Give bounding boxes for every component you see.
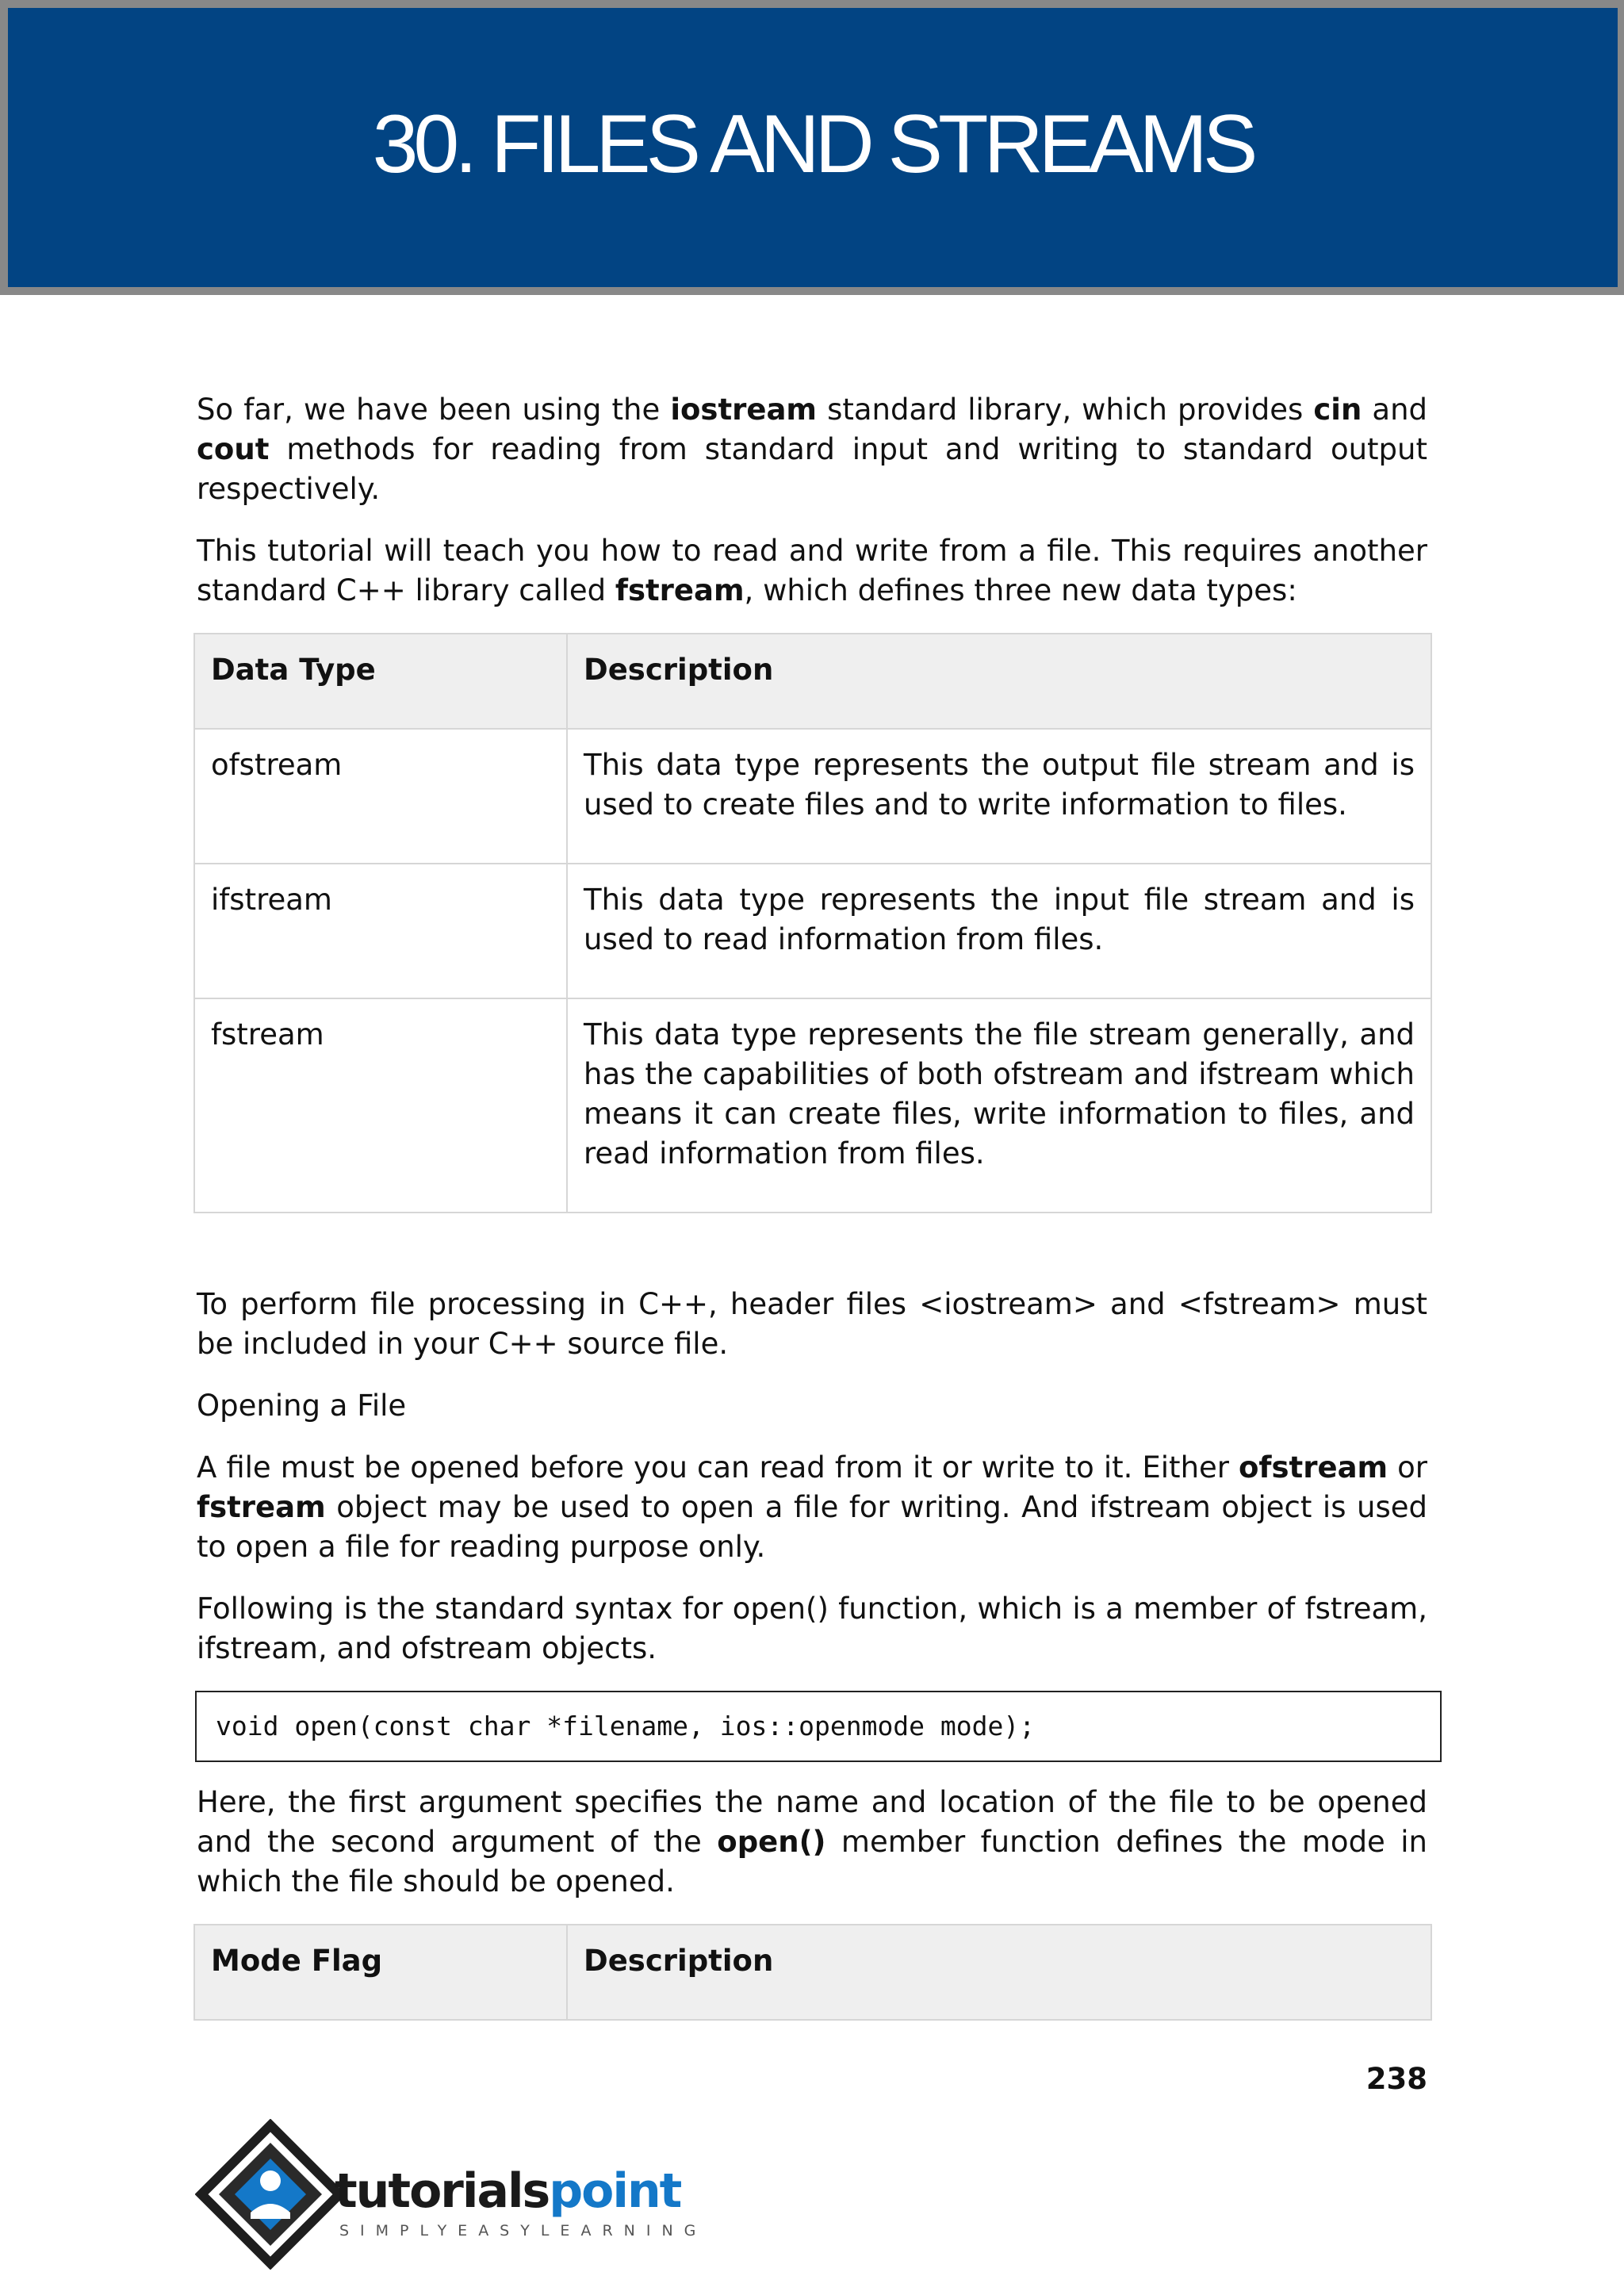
bold-term: cin (1313, 393, 1362, 427)
table-header-row (194, 634, 1431, 729)
table-cell-type: fstream (194, 998, 567, 1213)
text-run: Here, the first argument specifies the name and location of the file to be opened and the second argument of the (197, 1785, 1427, 1859)
bold-term: fstream (197, 1490, 326, 1524)
section-heading-opening-file: Opening a File (197, 1389, 407, 1423)
logo-diamond-icon (195, 2119, 346, 2270)
table-header-cell: Data Type (194, 634, 567, 729)
data-type-table (193, 633, 1432, 1213)
code-block: void open(const char *filename, ios::openmode mode); (195, 1691, 1442, 1762)
table-cell-description: This data type represents the output file stream and is used to create files and to write information to files. (567, 729, 1431, 864)
bold-term: ofstream (1239, 1450, 1388, 1485)
arguments-paragraph (197, 1783, 1427, 1902)
page-content (197, 390, 1427, 2057)
text-run: This tutorial will teach you how to read and write from a file. This requires another standard C++ library called (197, 534, 1427, 607)
logo-word-tutorials: tutorials (335, 2163, 550, 2219)
mode-flag-table (193, 1924, 1432, 2021)
table-row (194, 864, 1431, 998)
text-run: object may be used to open a file for writing. And ifstream object is used to open a file for reading purpose only. (197, 1490, 1427, 1564)
table-header-cell: Mode Flag (194, 1925, 567, 2020)
text-run: , which defines three new data types: (744, 573, 1297, 607)
bold-term: fstream (615, 573, 745, 607)
text-run: standard library, which provides (817, 393, 1314, 427)
fstream-paragraph (197, 531, 1427, 611)
syntax-paragraph: Following is the standard syntax for open() function, which is a member of fstream, ifstream, and ofstream objects. (197, 1592, 1427, 1665)
text-run: member function defines the mode in which the file should be opened. (197, 1825, 1427, 1898)
table-row (194, 998, 1431, 1213)
text-run: methods for reading from standard input and writing to standard output respectively. (197, 432, 1427, 506)
table-header-cell: Description (567, 1925, 1431, 2020)
chapter-banner-inner (8, 8, 1618, 287)
text-run: and (1362, 393, 1428, 427)
logo-tagline: SIMPLYEASYLEARNING (339, 2222, 707, 2239)
bold-term: open() (717, 1825, 826, 1859)
table-header-cell: Description (567, 634, 1431, 729)
chapter-title: 30. FILES AND STREAMS (372, 98, 1254, 190)
text-run: or (1388, 1450, 1427, 1485)
text-run: A file must be opened before you can read from it or write to it. Either (197, 1450, 1239, 1485)
table-cell-type: ifstream (194, 864, 567, 998)
tutorialspoint-logo (195, 2119, 707, 2270)
logo-word-point: point (549, 2163, 681, 2219)
bold-term: iostream (670, 393, 817, 427)
header-files-paragraph: To perform file processing in C++, header files <iostream> and <fstream> must be included in your C++ source file. (197, 1287, 1427, 1361)
intro-paragraph (197, 390, 1427, 509)
table-header-row (194, 1925, 1431, 2020)
page-number: 238 (1365, 2062, 1427, 2096)
logo-wordmark (335, 2163, 680, 2219)
chapter-banner (0, 0, 1624, 295)
opening-file-paragraph (197, 1448, 1427, 1567)
bold-term: cout (197, 432, 270, 466)
table-cell-description: This data type represents the file stream generally, and has the capabilities of both ofstream and ifstream which means it can create files, write information to files, and read information from files. (567, 998, 1431, 1213)
table-row (194, 729, 1431, 864)
text-run: So far, we have been using the (197, 393, 671, 427)
table-cell-description: This data type represents the input file stream and is used to read information from files. (567, 864, 1431, 998)
table-cell-type: ofstream (194, 729, 567, 864)
